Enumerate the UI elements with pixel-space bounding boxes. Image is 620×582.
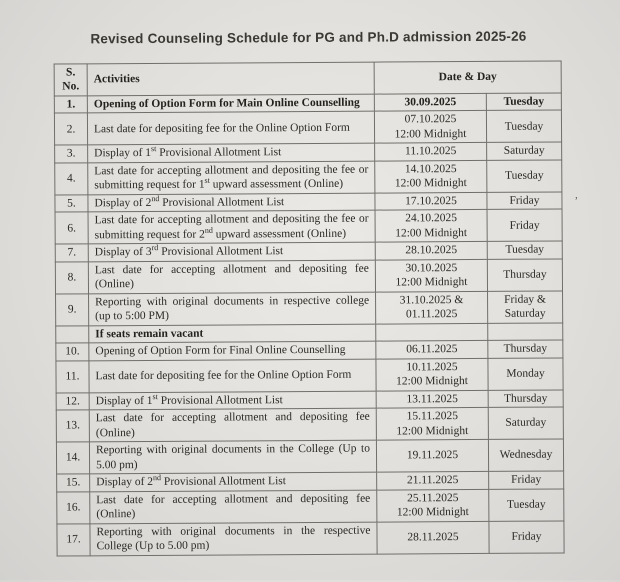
activity-cell: Last date for accepting allotment and depositing the fee or submitting request for 1st upward assessment (Online): [88, 161, 375, 195]
scan-speck-mark: ’: [574, 195, 579, 208]
activity-cell: Display of 2nd Provisional Allotment List: [88, 193, 375, 212]
activity-cell: Opening of Option Form for Main Online Counselling: [87, 94, 374, 113]
activity-cell: Last date for depositing fee for the Online Option Form: [87, 112, 374, 146]
sno-cell: 15.: [57, 474, 90, 492]
activity-cell: Last date for accepting allotment and depositing the fee or submitting request for 2nd upward assessment (Online): [88, 210, 375, 244]
date-cell: 30.10.2025 12:00 Midnight: [375, 259, 487, 292]
sno-cell: [56, 326, 89, 344]
table-row: [55, 209, 562, 244]
activity-cell: Reporting with original documents in the College (Up to 5.00 pm): [89, 440, 376, 474]
day-cell: Tuesday: [486, 93, 561, 111]
date-cell: 28.11.2025: [377, 521, 489, 554]
table-row: [57, 521, 564, 556]
table-row: [55, 160, 562, 195]
date-cell: 25.11.2025 12:00 Midnight: [377, 489, 489, 522]
sno-cell: 4.: [55, 163, 88, 195]
schedule-table-header: [54, 61, 561, 96]
table-row: [57, 489, 564, 524]
day-cell: Saturday: [487, 142, 562, 160]
sno-cell: 12.: [56, 393, 89, 411]
activity-cell: Reporting with original documents in the respective College (Up to 5.00 pm): [90, 522, 377, 556]
activity-cell: Last date for accepting allotment and depositing fee (Online): [88, 260, 375, 294]
day-cell: Saturday: [488, 407, 563, 439]
schedule-table-body: [54, 93, 564, 556]
sno-cell: 14.: [56, 442, 89, 474]
table-row: [56, 439, 563, 474]
date-cell: 13.11.2025: [376, 390, 488, 408]
day-cell: Friday & Saturday: [488, 291, 563, 323]
activity-cell: If seats remain vacant: [89, 324, 376, 343]
sno-cell: 6.: [55, 212, 88, 244]
date-cell: 07.10.2025 12:00 Midnight: [374, 111, 486, 144]
table-row: [56, 407, 563, 442]
activity-cell: Display of 1st Provisional Allotment List: [89, 391, 376, 410]
day-cell: Monday: [488, 358, 563, 390]
table-row: [55, 259, 562, 294]
sno-cell: 9.: [56, 294, 89, 326]
activity-cell: Display of 3rd Provisional Allotment List: [88, 242, 375, 261]
sno-cell: 10.: [56, 343, 89, 361]
date-cell: 17.10.2025: [375, 192, 487, 210]
day-cell: Friday: [489, 521, 564, 553]
date-cell: 06.11.2025: [376, 341, 488, 359]
sno-cell: 7.: [55, 244, 88, 262]
day-cell: Friday: [487, 209, 562, 241]
table-row: [56, 358, 563, 393]
day-cell: Tuesday: [489, 489, 564, 521]
day-cell: Thursday: [488, 340, 563, 358]
activity-cell: Last date for depositing fee for the Online Option Form: [89, 359, 376, 393]
date-cell: 30.09.2025: [374, 93, 486, 111]
activity-cell: Opening of Option Form for Final Online Counselling: [89, 341, 376, 360]
day-cell: Wednesday: [488, 439, 563, 471]
col-header-date-day: Date & Day: [374, 61, 561, 94]
activity-cell: Last date for accepting allotment and depositing fee (Online): [90, 490, 377, 524]
sno-cell: 13.: [56, 410, 89, 442]
sno-cell: 1.: [54, 96, 87, 114]
day-cell: Tuesday: [486, 110, 561, 142]
table-row: [54, 110, 561, 145]
activity-cell: Last date for accepting allotment and depositing fee (Online): [89, 408, 376, 442]
date-cell: 21.11.2025: [377, 472, 489, 490]
date-cell: [376, 323, 488, 341]
date-cell: 10.11.2025 12:00 Midnight: [376, 358, 488, 391]
activity-cell: Display of 1st Provisional Allotment List: [88, 144, 375, 163]
day-cell: Friday: [487, 192, 562, 210]
day-cell: Tuesday: [487, 160, 562, 192]
document-title: Revised Counseling Schedule for PG and Ph.D admission 2025-26: [90, 28, 527, 47]
header-row: [54, 61, 561, 96]
date-cell: 28.10.2025: [375, 242, 487, 260]
sno-cell: 16.: [57, 491, 90, 523]
sno-cell: 11.: [56, 361, 89, 393]
col-header-sno: S. No.: [54, 64, 87, 96]
sno-cell: 5.: [55, 195, 88, 213]
day-cell: Thursday: [487, 259, 562, 291]
day-cell: Tuesday: [487, 241, 562, 259]
sno-cell: 3.: [55, 145, 88, 163]
sno-cell: 2.: [54, 113, 87, 145]
activity-cell: Reporting with original documents in respective college (up to 5:00 PM): [89, 292, 376, 326]
date-cell: 24.10.2025 12:00 Midnight: [375, 210, 487, 243]
activity-cell: Display of 2nd Provisional Allotment List: [90, 472, 377, 491]
col-header-activities: Activities: [87, 62, 374, 96]
day-cell: Thursday: [488, 390, 563, 408]
date-cell: 31.10.2025 & 01.11.2025: [376, 291, 488, 324]
schedule-table: [54, 60, 565, 556]
day-cell: [488, 323, 563, 341]
sno-cell: 17.: [57, 523, 90, 555]
table-row: [56, 291, 563, 326]
date-cell: 15.11.2025 12:00 Midnight: [376, 408, 488, 441]
date-cell: 14.10.2025 12:00 Midnight: [375, 160, 487, 193]
date-cell: 11.10.2025: [375, 143, 487, 161]
date-cell: 19.11.2025: [376, 440, 488, 473]
day-cell: Friday: [489, 471, 564, 489]
sno-cell: 8.: [55, 262, 88, 294]
